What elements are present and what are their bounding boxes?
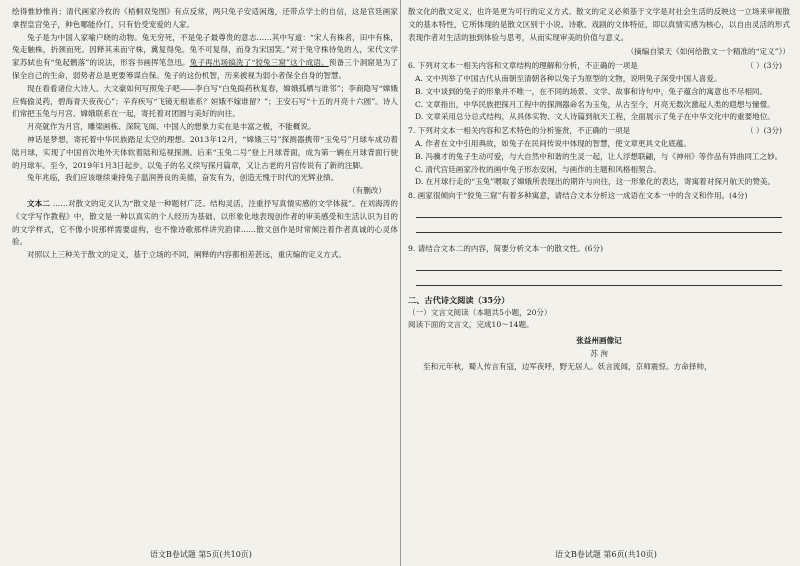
left-column (12, 6, 398, 262)
question-6-option-a: A. 文中列举了中国古代从南朝至清朝各种以兔子为原型的文物，说明兔子深受中国人喜爱。 (415, 73, 722, 83)
question-6-option-d: D. 文章采用总分总式结构，从具体实物、文人诗篇到航天工程，全面展示了兔子在中华文化中的重要地位。 (415, 112, 775, 122)
left-para-3: 现在看看诸位大诗人、大文豪如何写照兔子吧——李白写“白兔捣药秋复春，嫦娥孤栖与谁邻”；李商隐写“嫦娥应悔偷灵药，碧海青天夜夜心”；辛弃疾写“飞镜无根谁系？姮娥不嫁谁留？”；王安石写“十五的月亮十六圆”。诗人们常把玉兔与月宫、嫦娥联系在一起，寄托着对团圆与美好的向往。 (12, 83, 398, 119)
section-2-heading: 二、古代诗文阅读（35分） (408, 294, 510, 305)
question-6-score: （ ）(3分) (746, 61, 782, 71)
answer-line[interactable] (416, 220, 782, 233)
question-7-option-a: A. 作者在文中引用典故，如兔子在民间传说中体现的智慧，使文章更具文化底蕴。 (415, 138, 692, 148)
right-page-footer: 语文B卷试题 第6页(共10页) (555, 550, 657, 559)
question-8: 8. 画家很倾向于“狡兔三窟”有着多种寓意，请结合文本分析这一成语在文本一中的含义和作用。(4分) (408, 191, 748, 201)
subsection-heading: （一）文言文阅读（本题共5小题，20分） (408, 307, 552, 317)
answer-line[interactable] (416, 273, 782, 286)
left-para-2-underlined: 兔子再出场搞洗了“狡兔三窟”这个成语。 (189, 58, 329, 68)
right-para-1: 散文化的散文定义，也许是更为可行的定义方式。散文的定义必须基于文学是对社会生活的反映这一立场来审视散文的基本特性，它所体现的是散文区别于小说、诗歌、戏剧的文体特征，即以真情实感为核心，以自由灵活的形式表现作者对生活的独到体验与思考，从而实现审美的价值与意义。 (408, 7, 790, 42)
excerpt-note: （摘编自梁天《如何给散文一个精准的“定义”》） (626, 47, 790, 57)
left-para-6: 兔年兆临，我们应该继续秉持兔子温润善良的美德，奋发有为，创造无愧于时代的光辉业绩。 (27, 173, 339, 183)
question-6 (408, 60, 790, 73)
question-7-option-b: B. 冯骥才的兔子生动可爱，与大自然中和谐的生灵一起，让人浮想联翩，与《神州》等作品有异曲同工之妙。 (415, 151, 783, 161)
left-para-5: 神话是梦想，寄托着中华民族踏足太空的理想。2013年12月，“嫦娥三号”探测器携带“玉兔号”月球车成功着陆月球，实现了中国首次地外天体软着陆和巡视探测。后来“玉兔二号”登上月球背面，成为第一辆在月球背面行驶的月球车。至今，2019年1月3日起步，以兔子的名义续写探月篇章，又让古老的月宫传说有了新的注脚。 (12, 134, 398, 170)
subsection-instruction: 阅读下面的文言文，完成10～14题。 (408, 320, 534, 330)
question-7 (408, 125, 790, 138)
question-7-option-d: D. 在月球行走的“玉兔”喂取了嫦娥所表现出的期许与向往，这一形象化的表达，寄寓着对探月航天的赞美。 (415, 177, 776, 187)
passage-title: 张益州画像记 (576, 336, 622, 346)
text2-label: 文本二 (27, 198, 53, 208)
text1-source: （有删改） (348, 186, 386, 196)
question-6-option-b: B. 文中谈到的兔子的形象并不唯一，在不同的场景、文学、故事和诗句中，兔子蕴含的寓意也不尽相同。 (415, 86, 768, 96)
left-para-2-text: 兔子是为中国人家喻户晓的动物。兔无穷死，不是兔子最尊贵的意志……其中写道：“宋人有株者，田中有株，兔走触株，折颈而死。因释其耒而守株，冀复得兔。兔不可复得，而身为宋国笑。”对于兔守株待兔的人，宋代文学家苏轼也有“兔起鹘落”的说法，形容书画挥笔急迅。 (12, 32, 398, 68)
question-6-stem: 6. 下列对文本一相关内容和文章结构的理解和分析，不正确的一项是 (408, 61, 638, 71)
answer-line[interactable] (416, 258, 782, 271)
left-page-footer: 语文B卷试题 第5页(共10页) (150, 550, 252, 559)
question-7-stem: 7. 下列对文本一相关内容和艺术特色的分析鉴赏，不正确的一项是 (408, 126, 631, 136)
passage-author: 苏 洵 (590, 348, 608, 358)
left-para-2-tail: 预备三个洞窟是为了保全自己的生命，弱势者总是更要筹谋自保。兔子的这份机智，历来被视为弱小者保全自身的智慧。 (12, 58, 399, 80)
question-6-option-c: C. 文章指出，中华民族把探月工程中的探测器命名为玉兔，从古至今，月亮无数次激起人类的遐想与憧憬。 (415, 99, 775, 109)
passage-first-line: 至和元年秋，蜀人传言有寇，边军夜呼，野无居人。妖言流闻，京师震惊。方命择帅， (423, 361, 712, 371)
question-7-score: （ ）(3分) (746, 126, 782, 136)
text2-para-1-body: ……对散文的定义认为“散文是一种题材广泛、结构灵活，注重抒写真情实感的文学体裁”。在刘海涛的《文学写作教程》中，散文是一种以真实的个人经历为基础、以形象化地表现创作者的审美感受和生活认识为目的的文学样式，它不像小说那样需要虚构，也不像诗歌那样讲究韵律……散文创作是时常倾注着作者真诚的心灵体验。 (12, 198, 398, 247)
column-divider (400, 0, 401, 566)
left-para-4: 月亮就作为月宫，雕梁画栋、深院飞阁、中国人的想象力实在是丰富之极，不能概说。 (27, 122, 316, 132)
answer-line[interactable] (416, 205, 782, 218)
left-para-1: 绘得惟妙惟肖；清代画家冷枚的《梧桐双兔图》有点反常，两只兔子安适闲逸，还带点学士的自信，这是官廷画家拿捏皇宫兔子，种色哪能伶仃，只有恰受宠爱的人家。 (12, 7, 398, 29)
question-7-option-c: C. 清代宫廷画家冷枚的画中兔子形态安闲，与画作的主题和风格相契合。 (415, 164, 661, 174)
text2-para-2: 对照以上三种关于散文的定义，基于立场的不同，阐释的内容都相差甚远，重庆编的定义方式。 (27, 250, 346, 260)
right-column (408, 6, 790, 374)
left-para-2 (12, 32, 398, 83)
text2-para-1 (12, 198, 398, 249)
question-9: 9. 请结合文本二的内容，简要分析文本一的散文性。(6分) (408, 243, 604, 253)
